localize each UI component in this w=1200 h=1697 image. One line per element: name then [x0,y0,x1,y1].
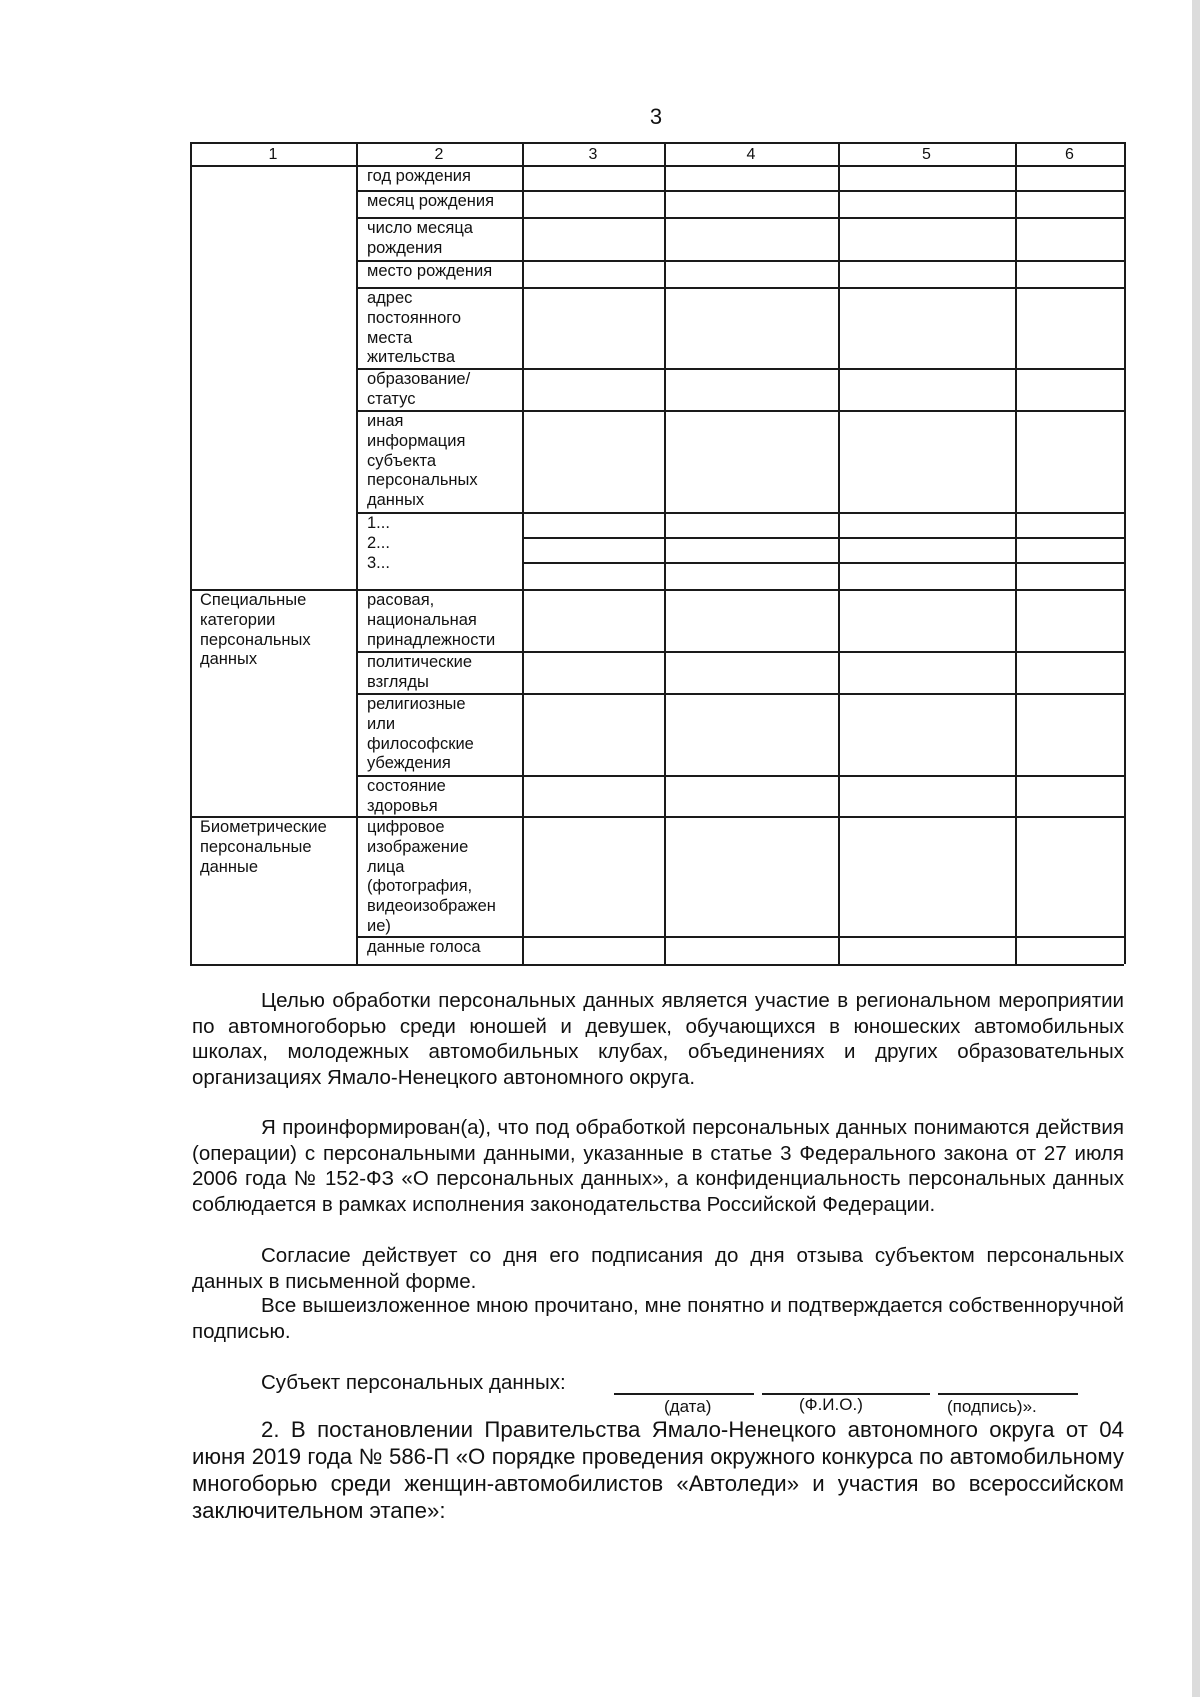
row-line [190,816,1124,818]
sign-signature-line [938,1393,1078,1395]
confirmation-paragraph: Все вышеизложенное мною прочитано, мне понятно и подтверждается собственноручной подписью. [192,1294,1124,1343]
header-cell: 3 [588,146,598,163]
row-line [356,368,1124,370]
purpose-paragraph: Целью обработки персональных данных является участие в региональном мероприятии по автомногоборью среди юношей и девушек, обучающихся в юношеских автомобильных школах, молодежных автомобильных клубах, объединениях и других образовательных организациях Ямало-Ненецкого автономного округа. [192,989,1124,1089]
item-cell: религиозные или философские убеждения [367,695,474,773]
date-signature-line [614,1393,754,1395]
header-cell: 4 [746,146,756,163]
page-number: 3 [649,104,663,129]
item-cell: данные голоса [367,938,481,956]
item-cell: 1... 2... 3... [367,514,390,572]
item-cell: состояние здоровья [367,777,446,815]
item-cell: месяц рождения [367,192,495,210]
column-line [1124,142,1126,964]
column-line [522,142,524,964]
header-cell: 5 [922,146,931,163]
row-line [190,589,1124,591]
column-line [190,142,192,964]
subrow-line [522,537,1124,539]
item-cell: год рождения [367,167,471,185]
consent-validity-paragraph: Согласие действует со дня его подписания до дня отзыва субъектом персональных данных в письменной форме. [192,1244,1124,1293]
column-line [664,142,666,964]
item-cell: расовая, национальная принадлежности [367,591,496,649]
table-border-top [190,142,1124,144]
header-cell: 6 [1065,146,1074,163]
row-line [356,512,1124,514]
column-line [1015,142,1017,964]
item-cell: образование/ статус [367,370,471,408]
column-line [356,142,358,964]
name-caption: (Ф.И.О.) [799,1395,863,1414]
information-paragraph: Я проинформирован(а), что под обработкой персональных данных понимаются действия (операции) с персональными данными, указанные в статье 3 Федерального закона от 27 июля 2006 года № 152-ФЗ «О персональных данных», а конфиденциальность персональных данных соблюдается в рамках исполнения законодательства Российской Федерации. [192,1116,1124,1216]
sign-caption: (подпись)». [947,1397,1037,1416]
row-line [356,775,1124,777]
column-line [838,142,840,964]
row-line [356,287,1124,289]
item-cell: адрес постоянного места жительства [367,289,462,367]
item-cell: место рождения [367,262,493,280]
date-caption: (дата) [664,1397,712,1416]
amendment-paragraph: 2. В постановлении Правительства Ямало-Ненецкого автономного округа от 04 июня 2019 года № 586-П «О порядке проведения окружного конкурса по автомобильному многоборью среди женщин-автомобилистов «Автоледи» и участия во всероссийском заключительном этапе»: [192,1417,1124,1523]
item-cell: цифровое изображение лица (фотография, видеоизображен ие) [367,818,496,935]
item-cell: число месяца рождения [367,219,473,257]
row-line [190,964,1124,966]
category-cell: Биометрические персональные данные [200,818,327,876]
header-cell: 1 [268,146,278,163]
item-cell: политические взгляды [367,653,473,691]
subrow-line [522,562,1124,564]
category-cell: Специальные категории персональных данных [200,591,311,669]
signature-label: Субъект персональных данных: [261,1371,566,1394]
header-bottom-line [190,165,1124,167]
header-cell: 2 [434,146,444,163]
item-cell: иная информация субъекта персональных данных [367,412,478,510]
